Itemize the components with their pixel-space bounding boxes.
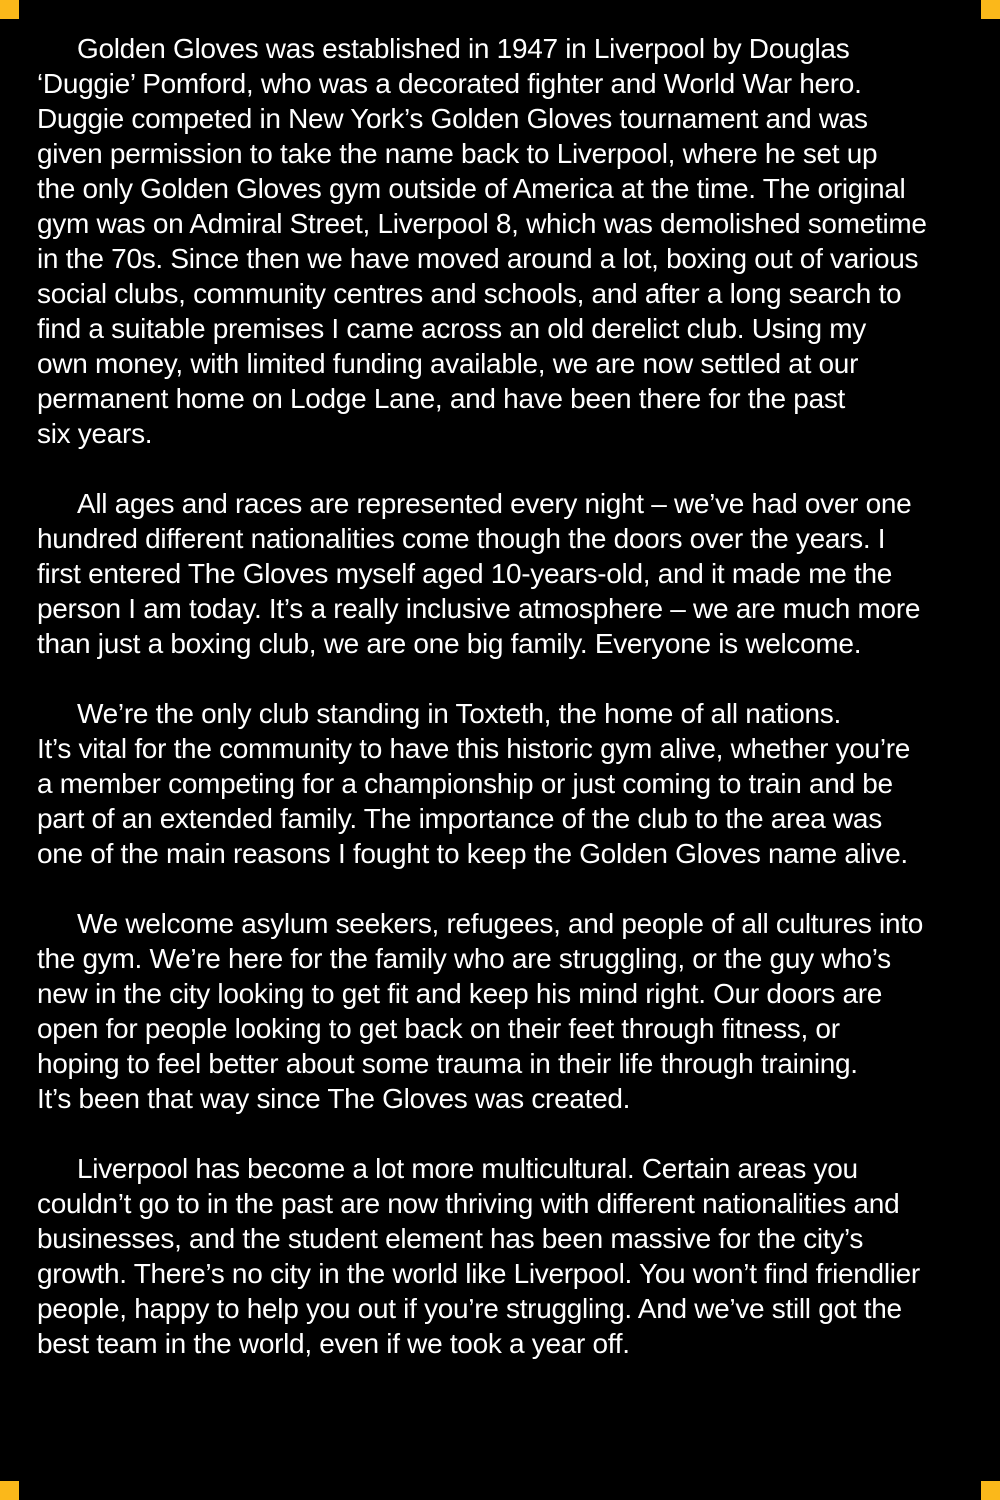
- corner-mark-bottom-right: [981, 1481, 1000, 1500]
- text-line: find a suitable premises I came across an old derelict club. Using my: [37, 313, 867, 344]
- article-text: [37, 31, 967, 1361]
- text-line: new in the city looking to get fit and keep his mind right. Our doors are: [37, 978, 883, 1009]
- paragraph: [37, 486, 967, 661]
- text-line: the only Golden Gloves gym outside of America at the time. The original: [37, 173, 906, 204]
- text-line: Duggie competed in New York’s Golden Gloves tournament and was: [37, 103, 868, 134]
- text-line: It’s vital for the community to have this historic gym alive, whether you’re: [37, 733, 911, 764]
- text-line: person I am today. It’s a really inclusive atmosphere – we are much more: [37, 593, 921, 624]
- corner-mark-top-right: [981, 0, 1000, 19]
- text-line: It’s been that way since The Gloves was created.: [37, 1083, 631, 1114]
- text-line: first entered The Gloves myself aged 10-years-old, and it made me the: [37, 558, 892, 589]
- text-line: couldn’t go to in the past are now thriving with different nationalities and: [37, 1188, 900, 1219]
- text-line: a member competing for a championship or just coming to train and be: [37, 768, 893, 799]
- text-line: best team in the world, even if we took a year off.: [37, 1328, 630, 1359]
- corner-mark-top-left: [0, 0, 19, 19]
- text-line: hundred different nationalities come though the doors over the years. I: [37, 523, 886, 554]
- paragraph: [37, 1151, 967, 1361]
- text-line: All ages and races are represented every night – we’ve had over one: [77, 488, 912, 519]
- paragraph: [37, 906, 967, 1116]
- text-line: hoping to feel better about some trauma in their life through training.: [37, 1048, 858, 1079]
- text-line: Liverpool has become a lot more multicultural. Certain areas you: [77, 1153, 858, 1184]
- text-line: growth. There’s no city in the world like Liverpool. You won’t find friendlier: [37, 1258, 920, 1289]
- corner-mark-bottom-left: [0, 1481, 19, 1500]
- text-line: than just a boxing club, we are one big family. Everyone is welcome.: [37, 628, 862, 659]
- text-line: people, happy to help you out if you’re struggling. And we’ve still got the: [37, 1293, 902, 1324]
- text-line: businesses, and the student element has been massive for the city’s: [37, 1223, 864, 1254]
- text-line: six years.: [37, 418, 153, 449]
- text-line: one of the main reasons I fought to keep the Golden Gloves name alive.: [37, 838, 908, 869]
- text-line: Golden Gloves was established in 1947 in Liverpool by Douglas: [77, 33, 850, 64]
- text-line: gym was on Admiral Street, Liverpool 8, which was demolished sometime: [37, 208, 927, 239]
- text-line: We welcome asylum seekers, refugees, and people of all cultures into: [77, 908, 923, 939]
- text-line: given permission to take the name back to Liverpool, where he set up: [37, 138, 878, 169]
- paragraph: [37, 696, 967, 871]
- text-line: social clubs, community centres and schools, and after a long search to: [37, 278, 902, 309]
- paragraph: [37, 31, 967, 451]
- text-line: the gym. We’re here for the family who are struggling, or the guy who’s: [37, 943, 891, 974]
- text-line: own money, with limited funding available, we are now settled at our: [37, 348, 859, 379]
- text-line: ‘Duggie’ Pomford, who was a decorated fighter and World War hero.: [37, 68, 862, 99]
- text-line: open for people looking to get back on their feet through fitness, or: [37, 1013, 840, 1044]
- text-line: in the 70s. Since then we have moved around a lot, boxing out of various: [37, 243, 919, 274]
- text-line: We’re the only club standing in Toxteth, the home of all nations.: [77, 698, 841, 729]
- text-line: permanent home on Lodge Lane, and have been there for the past: [37, 383, 846, 414]
- text-line: part of an extended family. The importance of the club to the area was: [37, 803, 882, 834]
